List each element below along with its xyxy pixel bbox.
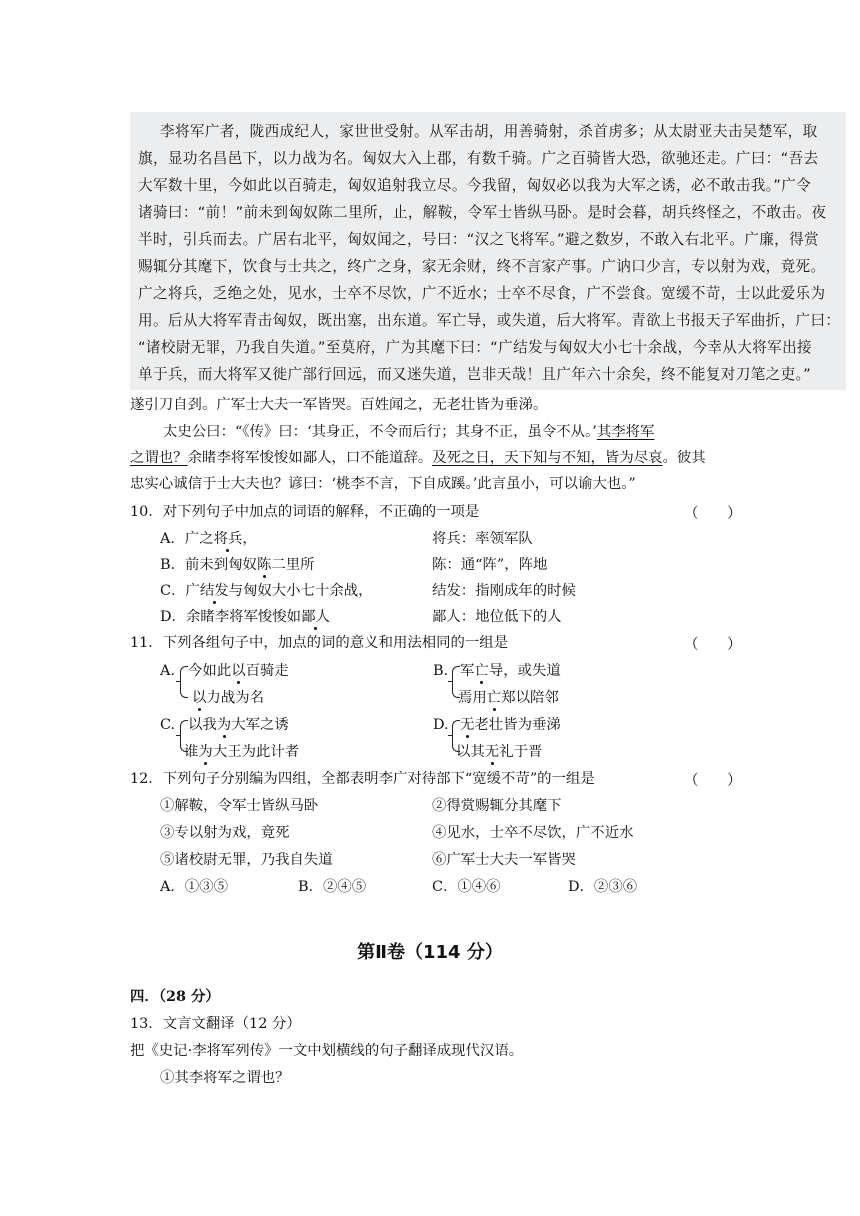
- q10-option-c: C．广结发与匈奴大小七十余战，: [160, 583, 373, 599]
- q11-c-line2: 谁为大王为此计者: [184, 744, 300, 760]
- underlined-sentence-1-end: 之谓也？: [130, 450, 188, 466]
- q12-item-4: ④见水，士卒不尽饮，广不近水: [432, 825, 634, 841]
- q11-option-a-label: A.: [160, 663, 175, 679]
- scan-line: 大军数十里，今如此以百骑走，匈奴追射我立尽。今我留，匈奴必以我为大军之诱，必不敢击我。”广令: [138, 177, 812, 194]
- q10-note-c: 结发：指刚成年的时候: [432, 583, 576, 599]
- q11-c-line1: 以我为大军之诱: [188, 717, 289, 733]
- scan-line: “诸校尉无罪，乃我自失道。”至莫府，广为其麾下曰：“广结发与匈奴大小七十余战，今幸从大将军出接: [138, 339, 812, 356]
- q12-item-1: ①解鞍，令军士皆纵马卧: [160, 798, 319, 814]
- q10-option-a: A．广之将兵，: [160, 531, 257, 547]
- scan-line: 诸骑曰：“前！”前未到匈奴陈二里所，止，解鞍，令军士皆纵马卧。是时会暮，胡兵终怪之，不敢击。夜: [138, 204, 827, 221]
- scan-line: 单于兵，而大将军又徙广部行回远，而又迷失道，岂非天哉！且广年六十余矣，终不能复对刀笔之吏。”: [138, 366, 812, 383]
- q11-stem: 11．下列各组句子中，加点的词的意义和用法相同的一组是: [130, 635, 509, 651]
- passage-tail: 遂引刀自刭。广军士大夫一军皆哭。百姓闻之，无老壮皆为垂涕。: [130, 397, 548, 413]
- scan-line: 赐辄分其麾下，饮食与士共之，终广之身，家无余财，终不言家产事。广讷口少言，专以射为戏，竟死。: [138, 258, 826, 275]
- q13-heading: 13．文言文翻译（12 分）: [130, 1016, 301, 1032]
- scan-line: 用。后从大将军青击匈奴，既出塞，出东道。军亡导，或失道，后大将军。青欲上书报天子军曲折，广曰：: [138, 312, 841, 329]
- comment-line-3: 忠实心诚信于士大夫也？谚曰：‘桃李不言，下自成蹊。’此言虽小，可以谕大也。”: [130, 476, 636, 492]
- part-two-title: 第Ⅱ卷（114 分）: [357, 942, 503, 963]
- q10-option-d: D．余睹李将军悛悛如鄙人: [160, 609, 330, 625]
- q11-option-c-label: C.: [160, 717, 176, 733]
- q13-description: 把《史记·李将军列传》一文中划横线的句子翻译成现代汉语。: [130, 1043, 524, 1059]
- q10-option-b: B．前未到匈奴陈二里所: [160, 557, 315, 573]
- q10-note-d: 鄙人：地位低下的人: [432, 609, 562, 625]
- q12-item-3: ③专以射为戏，竟死: [160, 825, 290, 841]
- comment-line-2: 之谓也？余睹李将军悛悛如鄙人，口不能道辞。及死之日，天下知与不知，皆为尽哀。彼其: [130, 450, 706, 466]
- q11-d-line2: 以其无礼于晋: [456, 744, 543, 760]
- q12-item-2: ②得赏赐辄分其麾下: [432, 798, 562, 814]
- q10-note-a: 将兵：率领军队: [432, 531, 533, 547]
- q11-a-line2: 以力战为名: [192, 690, 264, 706]
- q12-item-6: ⑥广军士大夫一军皆哭: [432, 852, 576, 868]
- q10-stem: 10．对下列句子中加点的词语的解释，不正确的一项是: [130, 504, 480, 520]
- q12-choice-d: D．②③⑥: [568, 879, 638, 895]
- q12-item-5: ⑤诸校尉无罪，乃我自失道: [160, 852, 333, 868]
- q11-d-line1: 无老壮皆为垂涕: [460, 717, 561, 733]
- q11-a-line1: 今如此以百骑走: [188, 663, 289, 679]
- q11-b-line1: 军亡导，或失道: [460, 663, 561, 679]
- q11-answer-blank: （ ）: [684, 637, 742, 653]
- q11-b-line2: 焉用亡郑以陪邻: [458, 690, 559, 706]
- underlined-sentence-2: 及死之日，天下知与不知，皆为尽哀: [432, 450, 663, 466]
- scan-line: 半时，引兵而去。广居右北平，匈奴闻之，号曰：“汉之飞将军。”避之数岁，不敢入右北平。广廉，得赏: [138, 231, 819, 248]
- scan-line: 旗，显功名昌邑下，以力战为名。匈奴大入上郡，有数千骑。广之百骑皆大恐，欲驰还走。广曰：“吾去: [138, 150, 819, 167]
- comment-line-1: 太史公曰：“《传》曰：‘其身正，不令而后行；其身不正，虽令不从。’其李将军: [163, 424, 655, 440]
- brace-a: [180, 666, 188, 698]
- q12-choice-c: C．①④⑥: [432, 879, 501, 895]
- underlined-sentence-1: 其李将军: [596, 424, 655, 440]
- q13-item-1: ①其李将军之谓也？: [160, 1070, 290, 1086]
- scanned-passage: [130, 112, 846, 390]
- q10-note-b: 陈：通“阵”，阵地: [432, 557, 548, 573]
- scan-line: 李将军广者，陇西成纪人，家世世受射。从军击胡，用善骑射，杀首虏多；从太尉亚夫击吴楚军，取: [160, 123, 818, 140]
- q11-option-d-label: D.: [433, 717, 449, 733]
- section-four-heading: 四．（28 分）: [130, 988, 220, 1005]
- q12-answer-blank: （ ）: [684, 773, 742, 789]
- q12-stem: 12．下列句子分别编为四组，全都表明李广对待部下“宽缓不苛”的一组是: [130, 771, 595, 787]
- scan-line: 广之将兵，乏绝之处，见水，士卒不尽饮，广不近水；士卒不尽食，广不尝食。宽缓不苛，士以此爱乐为: [138, 285, 826, 302]
- q10-answer-blank: （ ）: [684, 506, 742, 522]
- q12-choice-b: B．②④⑤: [298, 879, 367, 895]
- q11-option-b-label: B.: [433, 663, 449, 679]
- q12-choice-a: A．①③⑤: [160, 879, 228, 895]
